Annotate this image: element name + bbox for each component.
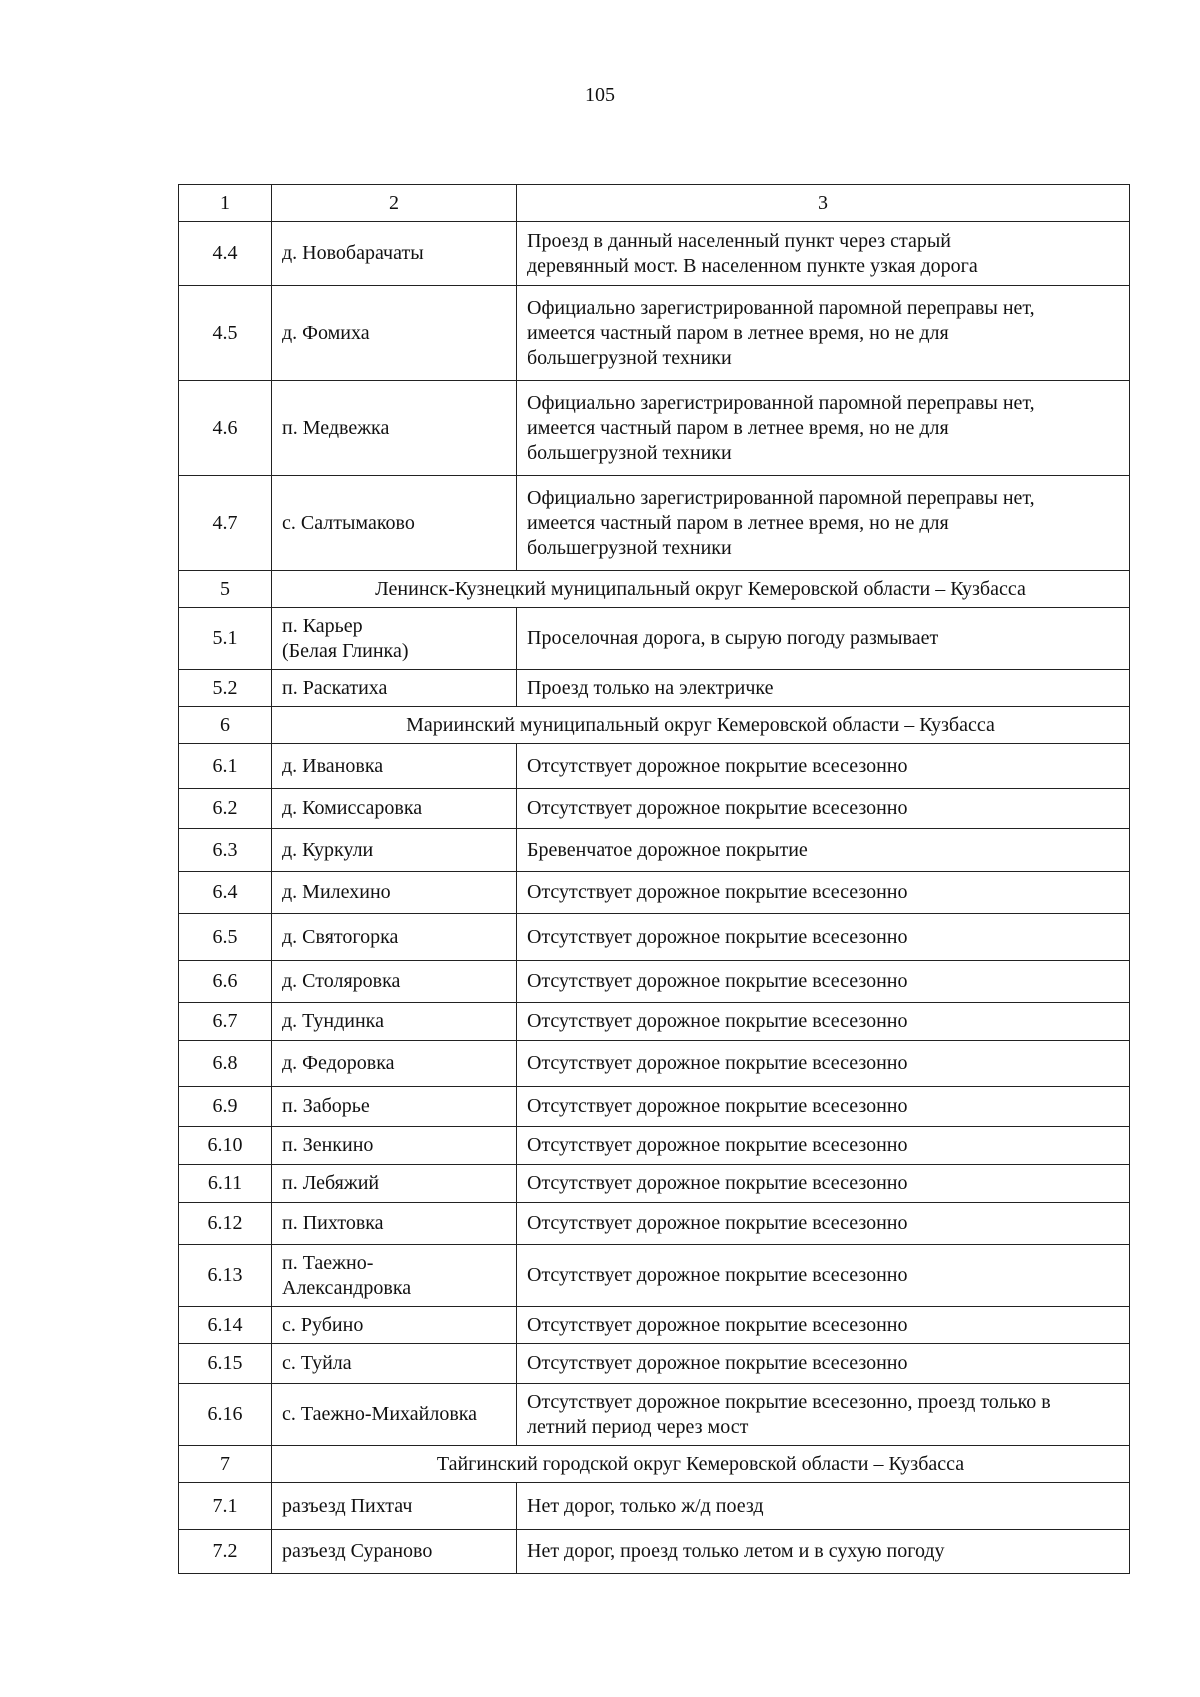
row-number: 6.13 <box>179 1245 272 1307</box>
road-condition: Проезд в данный населенный пункт через старый деревянный мост. В населенном пункте узкая дорога <box>517 222 1130 286</box>
row-number: 6.10 <box>179 1127 272 1165</box>
section-number: 7 <box>179 1446 272 1483</box>
row-number: 4.6 <box>179 381 272 476</box>
settlement-name: п. Медвежка <box>272 381 517 476</box>
row-number: 7.2 <box>179 1530 272 1574</box>
road-condition: Нет дорог, только ж/д поезд <box>517 1483 1130 1530</box>
table-row <box>179 1165 1130 1203</box>
table-row <box>179 872 1130 914</box>
road-condition: Отсутствует дорожное покрытие всесезонно <box>517 789 1130 829</box>
road-condition: Официально зарегистрированной паромной переправы нет, имеется частный паром в летнее время, но не для большегрузной техники <box>517 286 1130 381</box>
row-number: 6.1 <box>179 744 272 789</box>
road-condition: Отсутствует дорожное покрытие всесезонно <box>517 961 1130 1003</box>
column-number-1: 1 <box>179 185 272 222</box>
settlement-name: п. Заборье <box>272 1087 517 1127</box>
row-number: 6.9 <box>179 1087 272 1127</box>
table-row <box>179 1384 1130 1446</box>
road-condition: Нет дорог, проезд только летом и в сухую погоду <box>517 1530 1130 1574</box>
road-condition: Отсутствует дорожное покрытие всесезонно <box>517 1344 1130 1384</box>
road-condition: Отсутствует дорожное покрытие всесезонно, проезд только в летний период через мост <box>517 1384 1130 1446</box>
section-title: Тайгинский городской округ Кемеровской области – Кузбасса <box>272 1446 1130 1483</box>
row-number: 6.8 <box>179 1041 272 1087</box>
row-number: 6.15 <box>179 1344 272 1384</box>
settlement-name: разъезд Пихтач <box>272 1483 517 1530</box>
row-number: 6.4 <box>179 872 272 914</box>
row-number: 4.4 <box>179 222 272 286</box>
row-number: 5.1 <box>179 608 272 670</box>
section-number: 6 <box>179 707 272 744</box>
row-number: 5.2 <box>179 670 272 707</box>
section-title: Мариинский муниципальный округ Кемеровской области – Кузбасса <box>272 707 1130 744</box>
table-row <box>179 789 1130 829</box>
settlement-name: д. Комиссаровка <box>272 789 517 829</box>
row-number: 6.11 <box>179 1165 272 1203</box>
column-number-2: 2 <box>272 185 517 222</box>
table-row <box>179 1530 1130 1574</box>
road-condition: Отсутствует дорожное покрытие всесезонно <box>517 1165 1130 1203</box>
table-row <box>179 608 1130 670</box>
settlement-name: д. Столяровка <box>272 961 517 1003</box>
road-condition: Отсутствует дорожное покрытие всесезонно <box>517 1203 1130 1245</box>
section-row <box>179 707 1130 744</box>
settlement-name: с. Рубино <box>272 1307 517 1344</box>
row-number: 6.3 <box>179 829 272 872</box>
road-condition: Отсутствует дорожное покрытие всесезонно <box>517 1087 1130 1127</box>
table-row <box>179 286 1130 381</box>
row-number: 4.7 <box>179 476 272 571</box>
settlement-name: п. Раскатиха <box>272 670 517 707</box>
table-row <box>179 670 1130 707</box>
settlement-name: д. Ивановка <box>272 744 517 789</box>
table-row <box>179 1003 1130 1041</box>
section-row <box>179 571 1130 608</box>
row-number: 6.16 <box>179 1384 272 1446</box>
road-condition: Бревенчатое дорожное покрытие <box>517 829 1130 872</box>
table-row <box>179 914 1130 961</box>
settlement-name: разъезд Сураново <box>272 1530 517 1574</box>
page-number: 105 <box>585 84 615 106</box>
table-row <box>179 1483 1130 1530</box>
settlement-name: п. Карьер (Белая Глинка) <box>272 608 517 670</box>
settlement-name: д. Милехино <box>272 872 517 914</box>
settlement-name: д. Федоровка <box>272 1041 517 1087</box>
settlement-name: с. Туйла <box>272 1344 517 1384</box>
section-number: 5 <box>179 571 272 608</box>
row-number: 6.12 <box>179 1203 272 1245</box>
table-row <box>179 961 1130 1003</box>
settlement-name: п. Пихтовка <box>272 1203 517 1245</box>
road-condition: Отсутствует дорожное покрытие всесезонно <box>517 1245 1130 1307</box>
table-row <box>179 1087 1130 1127</box>
table-row <box>179 1127 1130 1165</box>
row-number: 6.14 <box>179 1307 272 1344</box>
settlement-name: д. Тундинка <box>272 1003 517 1041</box>
row-number: 6.7 <box>179 1003 272 1041</box>
row-number: 4.5 <box>179 286 272 381</box>
road-condition: Отсутствует дорожное покрытие всесезонно <box>517 914 1130 961</box>
road-condition: Отсутствует дорожное покрытие всесезонно <box>517 1041 1130 1087</box>
row-number: 6.6 <box>179 961 272 1003</box>
road-condition: Отсутствует дорожное покрытие всесезонно <box>517 872 1130 914</box>
road-condition: Отсутствует дорожное покрытие всесезонно <box>517 1307 1130 1344</box>
settlement-name: д. Фомиха <box>272 286 517 381</box>
settlement-name: п. Лебяжий <box>272 1165 517 1203</box>
settlement-name: п. Таежно- Александровка <box>272 1245 517 1307</box>
settlement-name: д. Святогорка <box>272 914 517 961</box>
table-row <box>179 381 1130 476</box>
table-row <box>179 476 1130 571</box>
road-condition: Отсутствует дорожное покрытие всесезонно <box>517 744 1130 789</box>
row-number: 7.1 <box>179 1483 272 1530</box>
section-row <box>179 1446 1130 1483</box>
table-row <box>179 222 1130 286</box>
row-number: 6.5 <box>179 914 272 961</box>
table-row <box>179 829 1130 872</box>
settlement-name: д. Куркули <box>272 829 517 872</box>
table-row <box>179 1344 1130 1384</box>
road-condition: Отсутствует дорожное покрытие всесезонно <box>517 1127 1130 1165</box>
road-condition: Проселочная дорога, в сырую погоду размывает <box>517 608 1130 670</box>
table-row <box>179 1307 1130 1344</box>
road-condition: Официально зарегистрированной паромной переправы нет, имеется частный паром в летнее время, но не для большегрузной техники <box>517 381 1130 476</box>
table-row <box>179 744 1130 789</box>
road-condition: Официально зарегистрированной паромной переправы нет, имеется частный паром в летнее время, но не для большегрузной техники <box>517 476 1130 571</box>
settlement-name: п. Зенкино <box>272 1127 517 1165</box>
section-title: Ленинск-Кузнецкий муниципальный округ Кемеровской области – Кузбасса <box>272 571 1130 608</box>
road-condition: Проезд только на электричке <box>517 670 1130 707</box>
row-number: 6.2 <box>179 789 272 829</box>
table-row <box>179 1203 1130 1245</box>
settlement-name: с. Таежно-Михайловка <box>272 1384 517 1446</box>
table-body <box>179 185 1130 1574</box>
column-number-row <box>179 185 1130 222</box>
road-condition: Отсутствует дорожное покрытие всесезонно <box>517 1003 1130 1041</box>
roads-table <box>178 184 1130 1574</box>
table-row <box>179 1245 1130 1307</box>
column-number-3: 3 <box>517 185 1130 222</box>
settlement-name: д. Новобарачаты <box>272 222 517 286</box>
table-row <box>179 1041 1130 1087</box>
settlement-name: с. Салтымаково <box>272 476 517 571</box>
